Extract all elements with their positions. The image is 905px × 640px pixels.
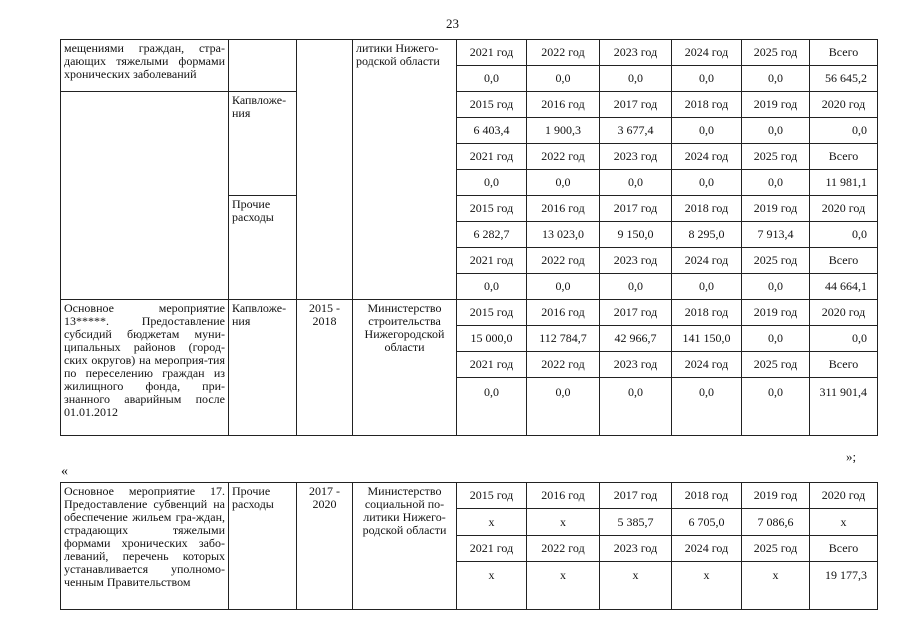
total-cell: 311 901,4 xyxy=(810,378,878,436)
value-cell: 0,0 xyxy=(672,118,742,144)
value-cell: 0,0 xyxy=(742,118,810,144)
year-header: 2021 год xyxy=(457,40,527,66)
value-cell: 0,0 xyxy=(600,66,672,92)
year-header: 2022 год xyxy=(527,144,600,170)
cont-description-empty xyxy=(61,92,229,300)
value-cell: 0,0 xyxy=(742,170,810,196)
value-cell: 0,0 xyxy=(810,326,878,352)
measure17-type: Прочие расходы xyxy=(229,483,297,610)
year-header: Всего xyxy=(810,144,878,170)
year-header: 2018 год xyxy=(672,483,742,509)
value-cell: 6 282,7 xyxy=(457,222,527,248)
value-cell: 0,0 xyxy=(600,378,672,436)
year-header: 2020 год xyxy=(810,300,878,326)
year-header: 2021 год xyxy=(457,144,527,170)
year-header: 2015 год xyxy=(457,300,527,326)
year-header: 2017 год xyxy=(600,300,672,326)
year-header: 2025 год xyxy=(742,536,810,562)
year-header: 2022 год xyxy=(527,248,600,274)
page-number: 23 xyxy=(446,16,459,31)
value-cell: 0,0 xyxy=(527,66,600,92)
value-cell: 42 966,7 xyxy=(600,326,672,352)
year-header: 2023 год xyxy=(600,40,672,66)
year-header: 2015 год xyxy=(457,92,527,118)
value-cell: 0,0 xyxy=(672,274,742,300)
value-cell: 0,0 xyxy=(457,170,527,196)
value-cell: х xyxy=(527,509,600,536)
year-header: 2020 год xyxy=(810,196,878,222)
year-header: 2019 год xyxy=(742,92,810,118)
year-header: 2025 год xyxy=(742,144,810,170)
value-cell: 0,0 xyxy=(527,170,600,196)
value-cell: 112 784,7 xyxy=(527,326,600,352)
value-cell: х xyxy=(810,509,878,536)
value-cell: 1 900,3 xyxy=(527,118,600,144)
value-cell: 13 023,0 xyxy=(527,222,600,248)
value-cell: 0,0 xyxy=(527,274,600,300)
opening-quote: « xyxy=(61,464,68,479)
year-header: 2024 год xyxy=(672,536,742,562)
value-cell: х xyxy=(742,562,810,610)
value-cell: 8 295,0 xyxy=(672,222,742,248)
value-cell: 0,0 xyxy=(457,274,527,300)
value-cell: 9 150,0 xyxy=(600,222,672,248)
year-header: 2025 год xyxy=(742,352,810,378)
value-cell: 0,0 xyxy=(600,274,672,300)
value-cell: 0,0 xyxy=(742,378,810,436)
year-header: 2021 год xyxy=(457,536,527,562)
year-header: 2015 год xyxy=(457,196,527,222)
year-header: 2016 год xyxy=(527,300,600,326)
year-header: 2023 год xyxy=(600,352,672,378)
year-header: 2022 год xyxy=(527,352,600,378)
year-header: 2018 год xyxy=(672,300,742,326)
total-cell: 44 664,1 xyxy=(810,274,878,300)
year-header: Всего xyxy=(810,40,878,66)
value-cell: 0,0 xyxy=(457,378,527,436)
year-header: 2021 год xyxy=(457,352,527,378)
value-cell: 3 677,4 xyxy=(600,118,672,144)
year-header: Всего xyxy=(810,248,878,274)
value-cell: 141 150,0 xyxy=(672,326,742,352)
measure17-executor: Министерство социальной по-литики Нижего-родской области xyxy=(353,483,457,610)
program-table xyxy=(60,39,878,436)
year-header: 2024 год xyxy=(672,248,742,274)
value-cell: 0,0 xyxy=(527,378,600,436)
year-header: 2020 год xyxy=(810,92,878,118)
value-cell: х xyxy=(600,562,672,610)
cont-description: мещениями граждан, стра-дающих тяжелыми формами хронических заболеваний xyxy=(61,40,229,92)
total-cell: 11 981,1 xyxy=(810,170,878,196)
value-cell: 0,0 xyxy=(742,66,810,92)
year-header: 2015 год xyxy=(457,483,527,509)
value-cell: 5 385,7 xyxy=(600,509,672,536)
year-header: 2017 год xyxy=(600,92,672,118)
year-header: 2017 год xyxy=(600,483,672,509)
value-cell: 15 000,0 xyxy=(457,326,527,352)
year-header: 2025 год xyxy=(742,248,810,274)
year-header: 2021 год xyxy=(457,248,527,274)
measure13-description: Основное мероприятие 13*****. Предоставление субсидий бюджетам муни-ципальных районов (город-ских округов) на мероприя-тия по переселению граждан из жилищного фонда, при-знанного аварийным после 01.01.2012 xyxy=(61,300,229,436)
value-cell: 0,0 xyxy=(672,378,742,436)
year-header: 2024 год xyxy=(672,40,742,66)
year-header: 2024 год xyxy=(672,352,742,378)
value-cell: 0,0 xyxy=(742,326,810,352)
total-cell: 56 645,2 xyxy=(810,66,878,92)
value-cell: 6 403,4 xyxy=(457,118,527,144)
year-header: 2020 год xyxy=(810,483,878,509)
total-cell: 19 177,3 xyxy=(810,562,878,610)
value-cell: 7 913,4 xyxy=(742,222,810,248)
year-header: 2018 год xyxy=(672,92,742,118)
value-cell: 0,0 xyxy=(672,66,742,92)
year-header: Всего xyxy=(810,352,878,378)
year-header: 2023 год xyxy=(600,248,672,274)
year-header: 2019 год xyxy=(742,196,810,222)
year-header: Всего xyxy=(810,536,878,562)
capex-label: Капвложе-ния xyxy=(229,92,297,196)
measure13-period: 2015 - 2018 xyxy=(297,300,353,436)
measure17-period: 2017 - 2020 xyxy=(297,483,353,610)
year-header: 2025 год xyxy=(742,40,810,66)
year-header: 2018 год xyxy=(672,196,742,222)
measure13-type: Капвложе-ния xyxy=(229,300,297,436)
amendment-table xyxy=(60,482,878,610)
year-header: 2019 год xyxy=(742,483,810,509)
value-cell: 0,0 xyxy=(457,66,527,92)
measure13-executor: Министерство строительства Нижегородской области xyxy=(353,300,457,436)
cont-type xyxy=(229,40,297,92)
year-header: 2016 год xyxy=(527,92,600,118)
year-header: 2016 год xyxy=(527,483,600,509)
value-cell: х xyxy=(457,509,527,536)
year-header: 2022 год xyxy=(527,40,600,66)
year-header: 2022 год xyxy=(527,536,600,562)
value-cell: х xyxy=(672,562,742,610)
value-cell: х xyxy=(527,562,600,610)
year-header: 2023 год xyxy=(600,144,672,170)
value-cell: 0,0 xyxy=(672,170,742,196)
other-label: Прочие расходы xyxy=(229,196,297,300)
year-header: 2024 год xyxy=(672,144,742,170)
measure17-description: Основное мероприятие 17. Предоставление субвенций на обеспечение жильем гра-ждан, страдающих тяжелыми формами хронических забо-леваний, перечень которых устанавливается уполномо-ченным Правительством xyxy=(61,483,229,610)
year-header: 2023 год xyxy=(600,536,672,562)
cont-period xyxy=(297,40,353,300)
value-cell: 0,0 xyxy=(742,274,810,300)
year-header: 2016 год xyxy=(527,196,600,222)
value-cell: 0,0 xyxy=(600,170,672,196)
value-cell: 6 705,0 xyxy=(672,509,742,536)
year-header: 2019 год xyxy=(742,300,810,326)
value-cell: 7 086,6 xyxy=(742,509,810,536)
year-header: 2017 год xyxy=(600,196,672,222)
cont-executor: литики Нижего-родской области xyxy=(353,40,457,300)
value-cell: 0,0 xyxy=(810,118,878,144)
value-cell: х xyxy=(457,562,527,610)
closing-quote: »; xyxy=(846,449,857,464)
value-cell: 0,0 xyxy=(810,222,878,248)
